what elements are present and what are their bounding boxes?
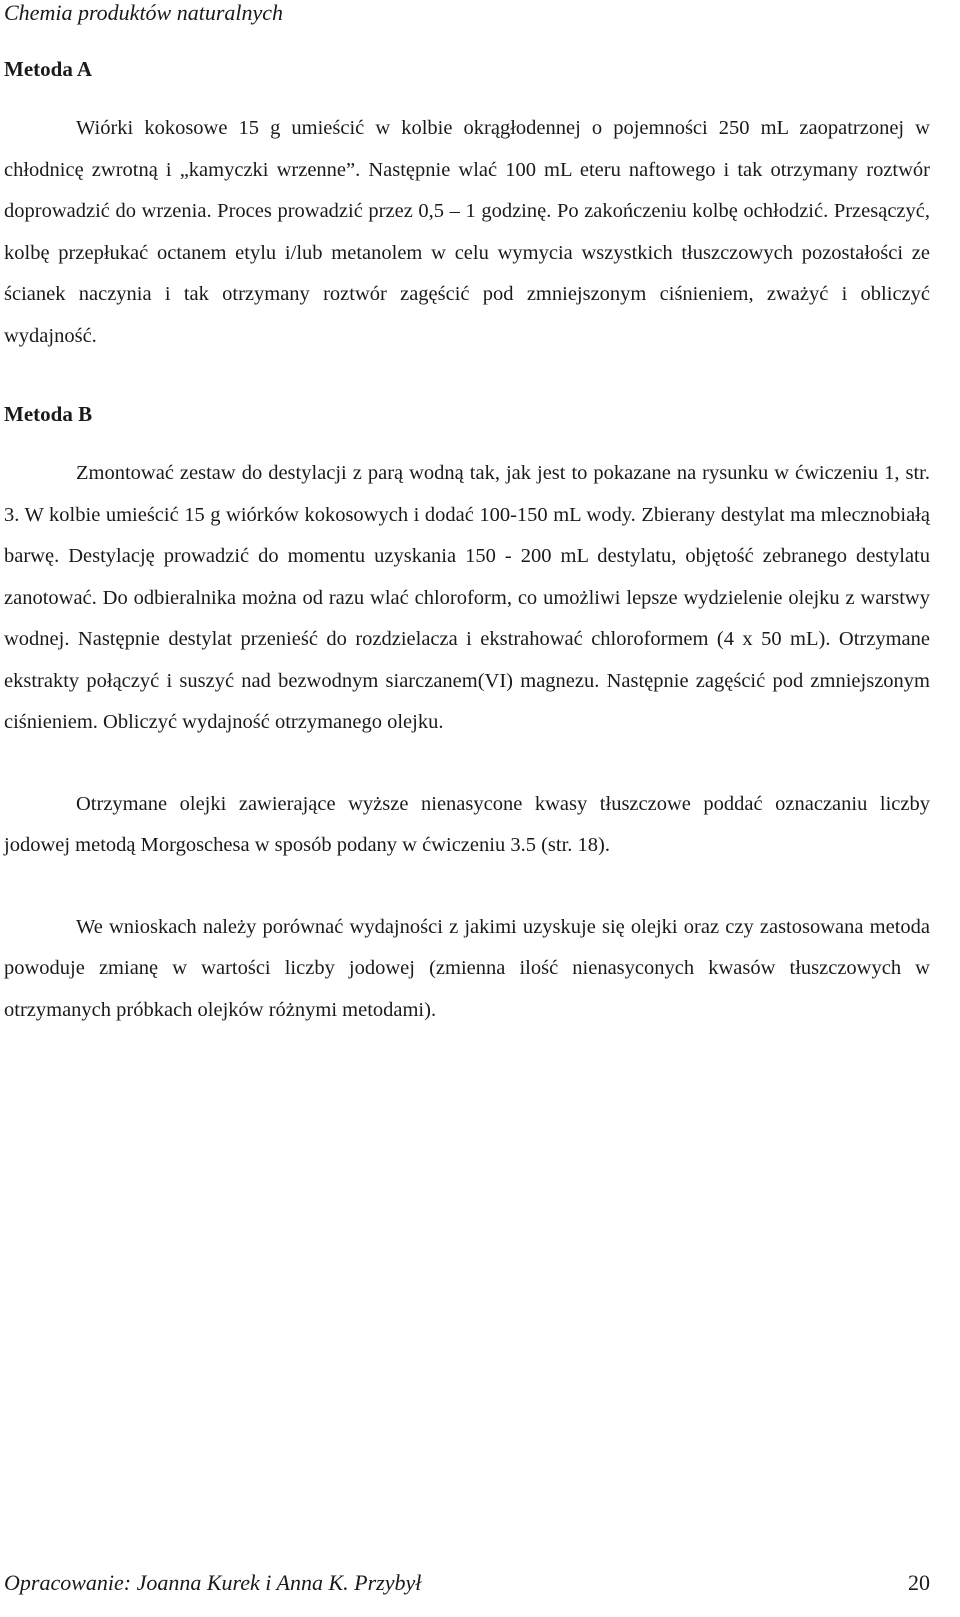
- paragraph-conclusions: We wnioskach należy porównać wydajności z jakimi uzyskuje się olejki oraz czy zastosowana metoda powoduje zmianę w wartości liczby jodowej (zmienna ilość nienasyconych kwasów tłuszczowych w otrzymanych próbkach olejków różnymi metodami).: [4, 915, 930, 1021]
- section-title-metoda-a: Metoda A: [4, 57, 93, 81]
- paragraph-metoda-b: Zmontować zestaw do destylacji z parą wodną tak, jak jest to pokazane na rysunku w ćwiczeniu 1, str. 3. W kolbie umieścić 15 g wiórków kokosowych i dodać 100-150 mL wody. Zbierany destylat ma mlecznobiałą barwę. Destylację prowadzić do momentu uzyskania 150 - 200 mL destylatu, objętość zebranego destylatu zanotować. Do odbieralnika można od razu wlać chloroform, co umożliwi lepsze wydzielenie olejku z warstwy wodnej. Następnie destylat przenieść do rozdzielacza i ekstrahować chloroformem (4 x 50 mL). Otrzymane ekstrakty połączyć i suszyć nad bezwodnym siarczanem(VI) magnezu. Następnie zagęścić pod zmniejszonym ciśnieniem. Obliczyć wydajność otrzymanego olejku.: [4, 462, 930, 733]
- page-footer: [4, 1570, 930, 1598]
- spacer: [4, 86, 930, 108]
- paragraph-metoda-a: Wiórki kokosowe 15 g umieścić w kolbie okrągłodennej o pojemności 250 mL zaopatrzonej w chłodnicę zwrotną i „kamyczki wrzenne”. Następnie wlać 100 mL eteru naftowego i tak otrzymany roztwór doprowadzić do wrzenia. Proces prowadzić przez 0,5 – 1 godzinę. Po zakończeniu kolbę ochłodzić. Przesączyć, kolbę przepłukać octanem etylu i/lub metanolem w celu wymycia wszystkich tłuszczowych pozostałości ze ścianek naczynia i tak otrzymany roztwór zagęścić pod zmniejszonym ciśnieniem, zważyć i obliczyć wydajność.: [4, 117, 930, 347]
- document-body: [4, 52, 930, 1031]
- spacer: [4, 357, 930, 397]
- spacer: [4, 744, 930, 784]
- section-title-metoda-b: Metoda B: [4, 402, 93, 426]
- paragraph-iodine: Otrzymane olejki zawierające wyższe nienasycone kwasy tłuszczowe poddać oznaczaniu liczby jodowej metodą Morgoschesa w sposób podany w ćwiczeniu 3.5 (str. 18).: [4, 792, 930, 856]
- footer-authors: Opracowanie: Joanna Kurek i Anna K. Przybył: [4, 1570, 422, 1595]
- page-number: 20: [908, 1570, 930, 1595]
- spacer: [4, 431, 930, 453]
- running-header: Chemia produktów naturalnych: [4, 0, 284, 25]
- spacer: [4, 867, 930, 907]
